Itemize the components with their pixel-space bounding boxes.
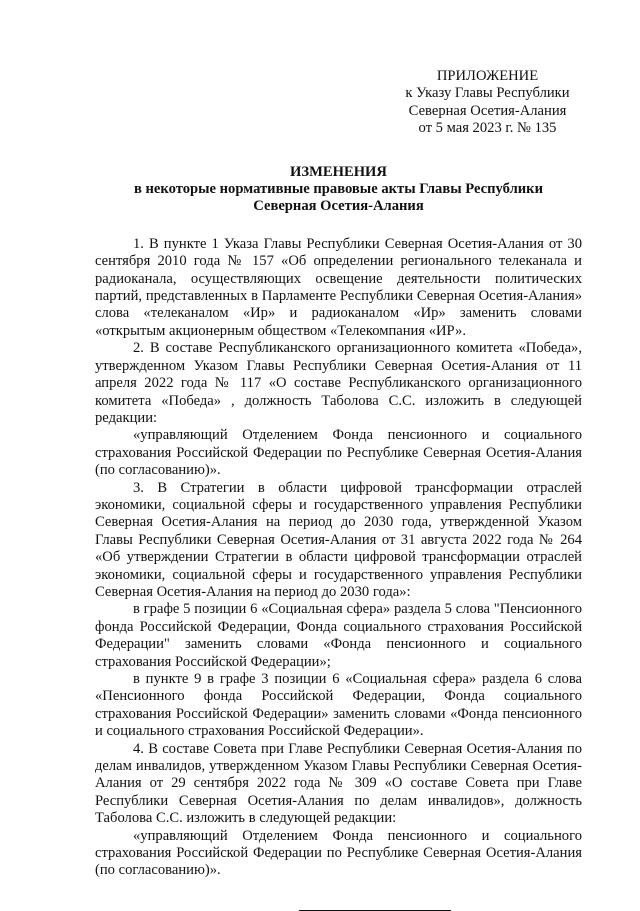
paragraph-item-3: 3. В Стратегии в области цифровой трансформации отраслей экономики, социальной сферы и государственного управления Республики Северная Осетия-Алания на период до 2030 года, утвержденной Указом Главы Республики Северная Осетия-Алания от 31 августа 2022 года № 264 «Об утверждении Стратегии в области цифровой трансформации отраслей экономики, социальной сферы и государственного управления Республики Северная Осетия-Алания на период до 2030 года»: (95, 479, 582, 600)
document-subtitle-line2: Северная Осетия-Алания (253, 198, 424, 215)
paragraph-item-2-quote: «управляющий Отделением Фонда пенсионного и социального страхования Российской Федерации по Республике Северная Осетия-Алания (по согласованию)». (95, 427, 582, 479)
appendix-republic: Северная Осетия-Алания (408, 102, 567, 119)
appendix-block (405, 68, 570, 138)
appendix-decree-ref: к Указу Главы Республики (405, 85, 570, 102)
paragraph-item-4-quote: «управляющий Отделением Фонда пенсионного и социального страхования Российской Федерации по Республике Северная Осетия-Алания (по согласованию)». (95, 827, 582, 879)
paragraph-item-3-sub1: в графе 5 позиции 6 «Социальная сфера» раздела 5 слова "Пенсионного фонда Российской Федерации, Фонда социального страхования Российской Федерации" заменить словами «Фонда пенсионного и социального страхования Российской Федерации»; (95, 601, 582, 670)
document-subtitle-line1: в некоторые нормативные правовые акты Главы Республики (133, 181, 543, 198)
paragraph-item-3-sub2: в пункте 9 в графе 3 позиции 6 «Социальная сфера» раздела 6 слова «Пенсионного фонда Российской Федерации, Фонда социального страхования Российской Федерации» заменить словами «Фонда пенсионного и социального страхования Российской Федерации». (95, 671, 582, 740)
paragraph-item-1: 1. В пункте 1 Указа Главы Республики Северная Осетия-Алания от 30 сентября 2010 года № 157 «Об определении регионального телеканала и радиоканала, осуществляющих освещение деятельности политических партий, представленных в Парламенте Республики Северная Осетия-Алания» слова «телеканалом «Ир» и радиоканалом «Ир» заменить словами «открытым акционерным обществом «Телекомпания «ИР». (95, 235, 582, 339)
document-body (95, 236, 582, 880)
paragraph-item-4: 4. В составе Совета при Главе Республики Северная Осетия-Алания по делам инвалидов, утвержденном Указом Главы Республики Северная Осетия-Алания от 29 сентября 2022 года № 309 «О составе Совета при Главе Республики Северная Осетия-Алания по делам инвалидов», должность Таболова С.С. изложить в следующей редакции: (95, 740, 582, 827)
appendix-label: ПРИЛОЖЕНИЕ (436, 68, 539, 84)
appendix-date-number: от 5 мая 2023 г. № 135 (418, 120, 557, 137)
document-heading (95, 164, 582, 216)
paragraph-item-2: 2. В составе Республиканского организационного комитета «Победа», утвержденном Указом Главы Республики Северная Осетия-Алания от 11 апреля 2022 года № 117 «О составе Республиканского организационного комитета «Победа» , должность Таболова С.С. изложить в следующей редакции: (95, 340, 582, 426)
document-title: ИЗМЕНЕНИЯ (290, 163, 387, 180)
